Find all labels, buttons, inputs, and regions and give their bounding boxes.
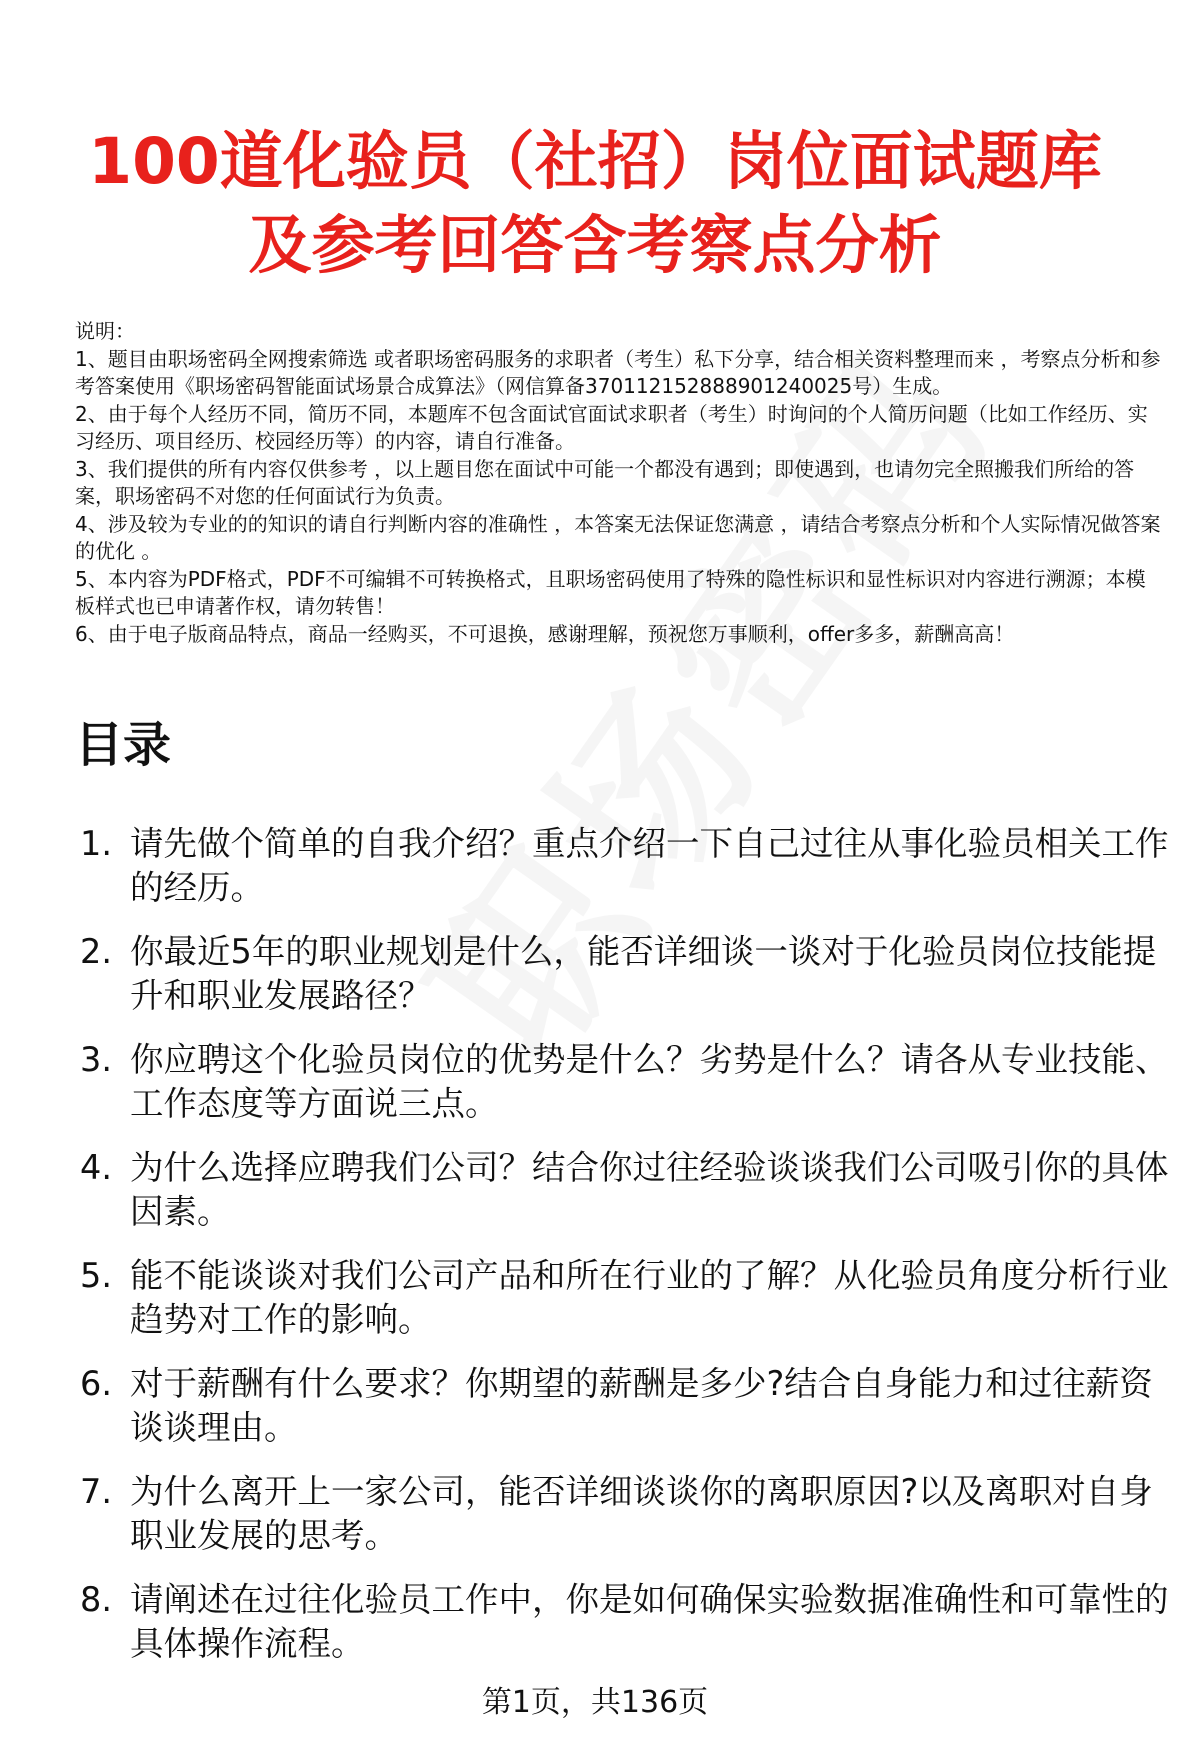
notes-item-4: 4、涉及较为专业的的知识的请自行判断内容的准确性 ，本答案无法保证您满意 ，请结合考察点分析和个人实际情况做答案的优化 。: [75, 511, 1161, 563]
toc-item-7[interactable]: [75, 1470, 1175, 1558]
toc-item-text: 你最近5年的职业规划是什么，能否详细谈一谈对于化验员岗位技能提升和职业发展路径？: [130, 932, 1157, 1015]
toc-item-number: 4.: [80, 1148, 112, 1187]
notes-item-6: 6、由于电子版商品特点，商品一经购买，不可退换，感谢理解，预祝您万事顺利，offer多多，薪酬高高！: [75, 621, 1015, 646]
toc-item-1[interactable]: [75, 822, 1175, 910]
toc-item-text: 请先做个简单的自我介绍？重点介绍一下自己过往从事化验员相关工作的经历。: [130, 824, 1169, 907]
toc-list: [75, 822, 1175, 1686]
title-line-2: 及参考回答含考察点分析: [248, 209, 942, 282]
toc-item-number: 5.: [80, 1256, 112, 1295]
toc-item-2[interactable]: [75, 930, 1175, 1018]
notes-item-3: 3、我们提供的所有内容仅供参考 ，以上题目您在面试中可能一个都没有遇到；即使遇到，也请勿完全照搬我们所给的答案，职场密码不对您的任何面试行为负责。: [75, 456, 1135, 508]
toc-item-6[interactable]: [75, 1362, 1175, 1450]
toc-item-number: 6.: [80, 1364, 112, 1403]
toc-item-number: 8.: [80, 1580, 112, 1619]
toc-item-number: 7.: [80, 1472, 112, 1511]
toc-item-8[interactable]: [75, 1578, 1175, 1666]
notes-heading: 说明：: [75, 319, 135, 343]
toc-item-text: 为什么选择应聘我们公司？结合你过往经验谈谈我们公司吸引你的具体因素。: [130, 1148, 1169, 1231]
toc-item-number: 2.: [80, 932, 112, 971]
notes-item-1: 1、题目由职场密码全网搜索筛选 或者职场密码服务的求职者（考生）私下分享，结合相关资料整理而来 ，考察点分析和参考答案使用《职场密码智能面试场景合成算法》（网信算备370112152888901240025号）生成。: [75, 346, 1161, 398]
toc-item-5[interactable]: [75, 1254, 1175, 1342]
notes-item-5: 5、本内容为PDF格式，PDF不可编辑不可转换格式，且职场密码使用了特殊的隐性标识和显性标识对内容进行溯源；本模板样式也已申请著作权，请勿转售！: [75, 566, 1146, 618]
toc-item-text: 对于薪酬有什么要求？你期望的薪酬是多少?结合自身能力和过往薪资谈谈理由。: [130, 1364, 1153, 1447]
notes-section: [75, 318, 1165, 648]
toc-item-number: 1.: [80, 824, 112, 863]
toc-item-4[interactable]: [75, 1146, 1175, 1234]
notes-item-2: 2、由于每个人经历不同，简历不同，本题库不包含面试官面试求职者（考生）时询问的个人简历问题（比如工作经历、实习经历、项目经历、校园经历等）的内容，请自行准备。: [75, 401, 1148, 453]
toc-item-3[interactable]: [75, 1038, 1175, 1126]
title-line-1: 100道化验员（社招）岗位面试题库: [88, 125, 1102, 198]
toc-item-number: 3.: [80, 1040, 112, 1079]
toc-item-text: 能不能谈谈对我们公司产品和所在行业的了解？从化验员角度分析行业趋势对工作的影响。: [130, 1256, 1169, 1339]
page-number: 第1页，共136页: [481, 1685, 709, 1720]
toc-heading: 目录: [75, 717, 172, 773]
toc-item-text: 为什么离开上一家公司，能否详细谈谈你的离职原因?以及离职对自身职业发展的思考。: [130, 1472, 1153, 1555]
toc-item-text: 你应聘这个化验员岗位的优势是什么？劣势是什么？请各从专业技能、工作态度等方面说三点。: [130, 1040, 1169, 1123]
document-title: [0, 120, 1190, 288]
toc-item-text: 请阐述在过往化验员工作中，你是如何确保实验数据准确性和可靠性的具体操作流程。: [130, 1580, 1169, 1663]
